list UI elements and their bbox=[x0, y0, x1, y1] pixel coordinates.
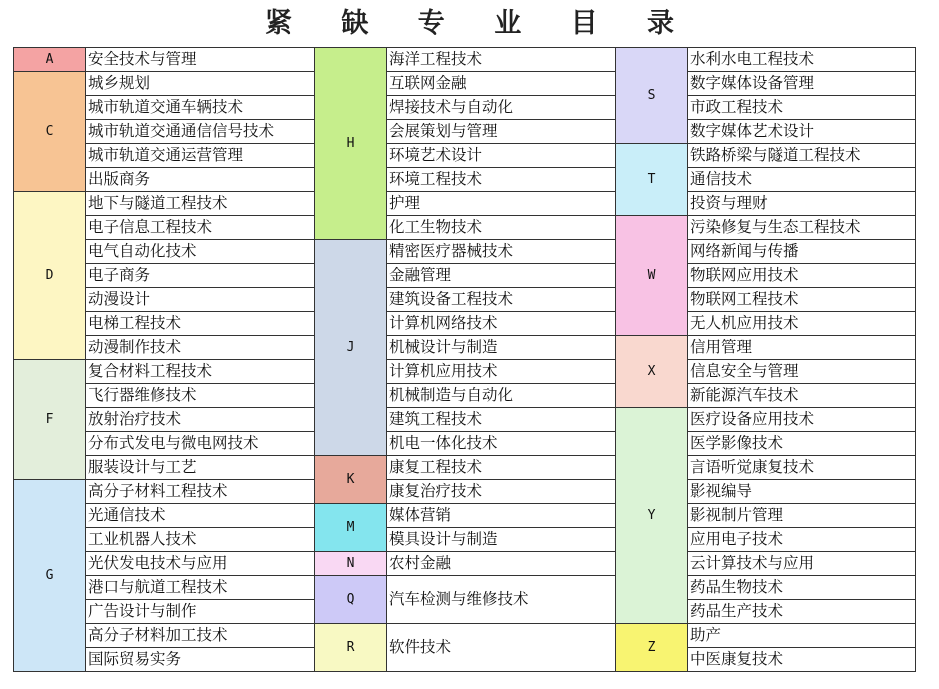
category-letter: N bbox=[315, 552, 387, 576]
major-item: 城市轨道交通运营管理 bbox=[86, 144, 315, 168]
table-row bbox=[14, 192, 916, 216]
major-item: 高分子材料工程技术 bbox=[86, 480, 315, 504]
major-item: 康复工程技术 bbox=[387, 456, 616, 480]
major-item: 光伏发电技术与应用 bbox=[86, 552, 315, 576]
major-item: 服装设计与工艺 bbox=[86, 456, 315, 480]
major-item: 言语听觉康复技术 bbox=[688, 456, 916, 480]
major-item: 出版商务 bbox=[86, 168, 315, 192]
table-row bbox=[14, 384, 916, 408]
major-item: 建筑工程技术 bbox=[387, 408, 616, 432]
category-letter: R bbox=[315, 624, 387, 672]
table-row bbox=[14, 216, 916, 240]
major-item: 计算机应用技术 bbox=[387, 360, 616, 384]
major-item: 国际贸易实务 bbox=[86, 648, 315, 672]
major-item: 农村金融 bbox=[387, 552, 616, 576]
major-item: 水利水电工程技术 bbox=[688, 48, 916, 72]
table-row bbox=[14, 336, 916, 360]
major-item: 汽车检测与维修技术 bbox=[387, 576, 616, 624]
major-item: 机电一体化技术 bbox=[387, 432, 616, 456]
category-letter: M bbox=[315, 504, 387, 552]
table-row bbox=[14, 144, 916, 168]
major-item: 电气自动化技术 bbox=[86, 240, 315, 264]
major-item: 机械制造与自动化 bbox=[387, 384, 616, 408]
category-letter: T bbox=[616, 144, 688, 216]
major-item: 高分子材料加工技术 bbox=[86, 624, 315, 648]
major-item: 铁路桥梁与隧道工程技术 bbox=[688, 144, 916, 168]
major-item: 护理 bbox=[387, 192, 616, 216]
table-row bbox=[14, 48, 916, 72]
major-item: 无人机应用技术 bbox=[688, 312, 916, 336]
major-item: 影视制片管理 bbox=[688, 504, 916, 528]
category-letter: Q bbox=[315, 576, 387, 624]
category-letter: F bbox=[14, 360, 86, 480]
table-row bbox=[14, 504, 916, 528]
major-item: 地下与隧道工程技术 bbox=[86, 192, 315, 216]
major-item: 海洋工程技术 bbox=[387, 48, 616, 72]
major-item: 网络新闻与传播 bbox=[688, 240, 916, 264]
majors-table bbox=[13, 47, 916, 672]
major-item: 物联网工程技术 bbox=[688, 288, 916, 312]
category-letter: Z bbox=[616, 624, 688, 672]
major-item: 城乡规划 bbox=[86, 72, 315, 96]
major-item: 港口与航道工程技术 bbox=[86, 576, 315, 600]
major-item: 媒体营销 bbox=[387, 504, 616, 528]
major-item: 动漫设计 bbox=[86, 288, 315, 312]
major-item: 会展策划与管理 bbox=[387, 120, 616, 144]
major-item: 物联网应用技术 bbox=[688, 264, 916, 288]
category-letter: S bbox=[616, 48, 688, 144]
major-item: 电子信息工程技术 bbox=[86, 216, 315, 240]
category-letter: H bbox=[315, 48, 387, 240]
table-row bbox=[14, 480, 916, 504]
major-item: 中医康复技术 bbox=[688, 648, 916, 672]
category-letter: X bbox=[616, 336, 688, 408]
table-row bbox=[14, 72, 916, 96]
major-item: 工业机器人技术 bbox=[86, 528, 315, 552]
table-row bbox=[14, 264, 916, 288]
table-row bbox=[14, 120, 916, 144]
category-letter: G bbox=[14, 480, 86, 672]
major-item: 动漫制作技术 bbox=[86, 336, 315, 360]
major-item: 光通信技术 bbox=[86, 504, 315, 528]
major-item: 精密医疗器械技术 bbox=[387, 240, 616, 264]
major-item: 药品生物技术 bbox=[688, 576, 916, 600]
major-item: 信用管理 bbox=[688, 336, 916, 360]
table-row bbox=[14, 360, 916, 384]
major-item: 信息安全与管理 bbox=[688, 360, 916, 384]
major-item: 安全技术与管理 bbox=[86, 48, 315, 72]
major-item: 助产 bbox=[688, 624, 916, 648]
major-item: 计算机网络技术 bbox=[387, 312, 616, 336]
major-item: 环境艺术设计 bbox=[387, 144, 616, 168]
major-item: 飞行器维修技术 bbox=[86, 384, 315, 408]
major-item: 应用电子技术 bbox=[688, 528, 916, 552]
major-item: 数字媒体艺术设计 bbox=[688, 120, 916, 144]
major-item: 电梯工程技术 bbox=[86, 312, 315, 336]
major-item: 分布式发电与微电网技术 bbox=[86, 432, 315, 456]
major-item: 云计算技术与应用 bbox=[688, 552, 916, 576]
major-item: 金融管理 bbox=[387, 264, 616, 288]
category-letter: K bbox=[315, 456, 387, 504]
major-item: 污染修复与生态工程技术 bbox=[688, 216, 916, 240]
major-item: 复合材料工程技术 bbox=[86, 360, 315, 384]
table-row bbox=[14, 240, 916, 264]
table-row bbox=[14, 312, 916, 336]
table-row bbox=[14, 552, 916, 576]
major-item: 环境工程技术 bbox=[387, 168, 616, 192]
major-item: 医学影像技术 bbox=[688, 432, 916, 456]
table-row bbox=[14, 288, 916, 312]
major-item: 模具设计与制造 bbox=[387, 528, 616, 552]
major-item: 化工生物技术 bbox=[387, 216, 616, 240]
major-item: 互联网金融 bbox=[387, 72, 616, 96]
table-row bbox=[14, 408, 916, 432]
table-row bbox=[14, 168, 916, 192]
major-item: 建筑设备工程技术 bbox=[387, 288, 616, 312]
major-item: 影视编导 bbox=[688, 480, 916, 504]
major-item: 软件技术 bbox=[387, 624, 616, 672]
major-item: 通信技术 bbox=[688, 168, 916, 192]
category-letter: D bbox=[14, 192, 86, 360]
page-title: 紧 缺 专 业 目 录 bbox=[265, 8, 694, 39]
major-item: 焊接技术与自动化 bbox=[387, 96, 616, 120]
major-item: 电子商务 bbox=[86, 264, 315, 288]
major-item: 放射治疗技术 bbox=[86, 408, 315, 432]
major-item: 市政工程技术 bbox=[688, 96, 916, 120]
major-item: 城市轨道交通通信信号技术 bbox=[86, 120, 315, 144]
table-row bbox=[14, 528, 916, 552]
category-letter: A bbox=[14, 48, 86, 72]
table-row bbox=[14, 432, 916, 456]
major-item: 康复治疗技术 bbox=[387, 480, 616, 504]
category-letter: W bbox=[616, 216, 688, 336]
major-item: 广告设计与制作 bbox=[86, 600, 315, 624]
table-row bbox=[14, 456, 916, 480]
table-row bbox=[14, 576, 916, 600]
category-letter: Y bbox=[616, 408, 688, 624]
major-item: 医疗设备应用技术 bbox=[688, 408, 916, 432]
major-item: 机械设计与制造 bbox=[387, 336, 616, 360]
major-item: 城市轨道交通车辆技术 bbox=[86, 96, 315, 120]
major-item: 数字媒体设备管理 bbox=[688, 72, 916, 96]
major-item: 药品生产技术 bbox=[688, 600, 916, 624]
major-item: 投资与理财 bbox=[688, 192, 916, 216]
category-letter: C bbox=[14, 72, 86, 192]
table-row bbox=[14, 96, 916, 120]
category-letter: J bbox=[315, 240, 387, 456]
table-row bbox=[14, 624, 916, 648]
major-item: 新能源汽车技术 bbox=[688, 384, 916, 408]
